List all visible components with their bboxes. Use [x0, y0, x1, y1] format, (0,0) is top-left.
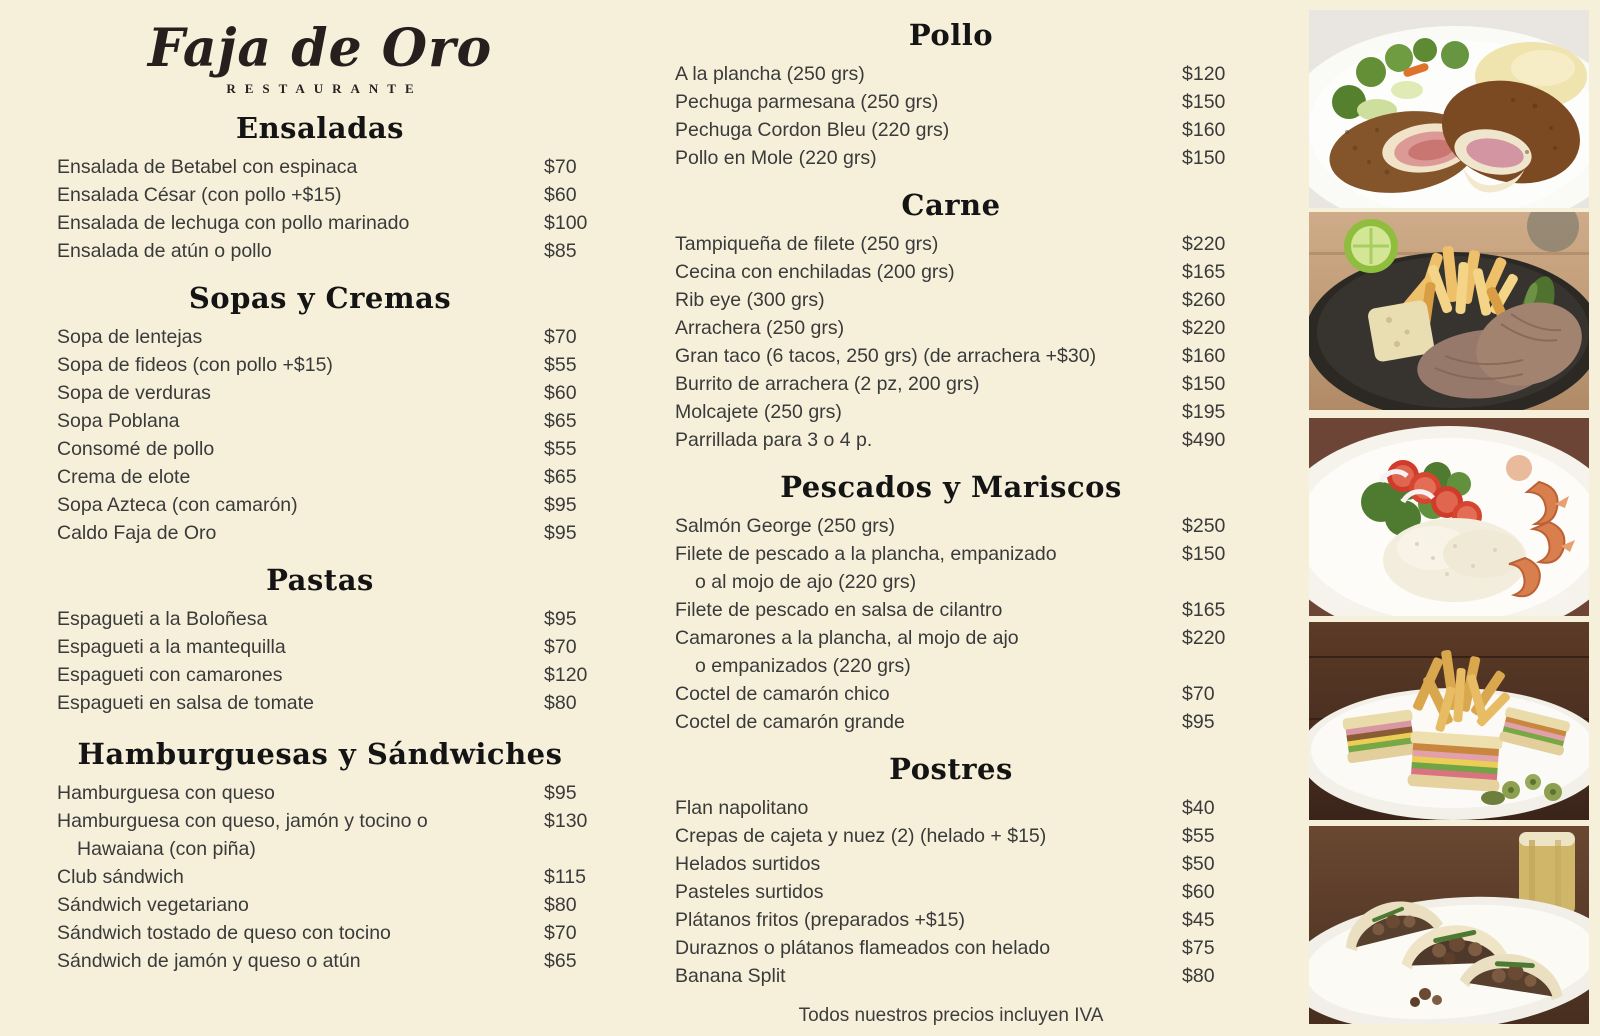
photo-camarones-con-arroz: [1309, 418, 1589, 616]
menu-item-row: [662, 426, 1240, 454]
menu-item-row: [662, 850, 1240, 878]
menu-item-price: $65: [544, 410, 577, 432]
menu-item-price: $150: [1182, 373, 1226, 395]
menu-item-price: $80: [544, 692, 577, 714]
menu-item-row: [40, 807, 600, 835]
menu-item-name-line2: o empanizados (220 grs): [695, 655, 911, 677]
menu-item-price: $95: [544, 522, 577, 544]
menu-item-row: [662, 540, 1240, 568]
menu-item-name-line2: o al mojo de ajo (220 grs): [695, 571, 917, 593]
menu-item-price: $220: [1182, 317, 1226, 339]
menu-item-row: [662, 314, 1240, 342]
menu-item-name: Molcajete (250 grs): [675, 401, 842, 423]
menu-item-name: Caldo Faja de Oro: [57, 522, 217, 544]
restaurant-name: Faja de Oro: [147, 18, 493, 79]
menu-item-name: Camarones a la plancha, al mojo de ajo: [675, 627, 1019, 649]
menu-item-row: [40, 863, 600, 891]
menu-item-row: [662, 144, 1240, 172]
menu-item-name: Sopa Azteca (con camarón): [57, 494, 298, 516]
menu-item-row: [662, 624, 1240, 652]
menu-item-name: Ensalada de lechuga con pollo marinado: [57, 212, 410, 234]
menu-item-price: $55: [544, 438, 577, 460]
menu-item-price: $100: [544, 212, 588, 234]
menu-item-name: Sándwich vegetariano: [57, 894, 249, 916]
menu-item-name: Plátanos fritos (preparados +$15): [675, 909, 965, 931]
menu-item-price: $120: [544, 664, 588, 686]
menu-item-price: $60: [544, 184, 577, 206]
menu-item-row: [40, 181, 600, 209]
menu-item-name: Espagueti a la Boloñesa: [57, 608, 268, 630]
menu-item-row: [40, 689, 600, 717]
menu-item-price: $165: [1182, 599, 1226, 621]
menu-item-price: $160: [1182, 119, 1226, 141]
menu-item-price: $150: [1182, 91, 1226, 113]
menu-item-price: $80: [1182, 965, 1215, 987]
menu-item-price: $75: [1182, 937, 1215, 959]
menu-item-price: $45: [1182, 909, 1215, 931]
section-title-pescados-y-mariscos: Pescados y Mariscos: [780, 470, 1122, 504]
menu-item-name: Ensalada de atún o pollo: [57, 240, 272, 262]
menu-item-price: $60: [544, 382, 577, 404]
menu-item-price: $70: [544, 156, 577, 178]
menu-item-name-line2: Hawaiana (con piña): [77, 838, 256, 860]
menu-item-price: $95: [544, 494, 577, 516]
menu-item-row: [662, 934, 1240, 962]
menu-item-row: [662, 596, 1240, 624]
menu-item-name: Pechuga parmesana (250 grs): [675, 91, 939, 113]
menu-item-name: Salmón George (250 grs): [675, 515, 896, 537]
photo-club-sandwich: [1309, 622, 1589, 820]
photo-arrachera-con-papas: [1309, 212, 1589, 410]
menu-item-price: $40: [1182, 797, 1215, 819]
menu-item-price: $260: [1182, 289, 1226, 311]
menu-item-price: $55: [544, 354, 577, 376]
section-title-carne: Carne: [901, 188, 1001, 222]
menu-item-name: Coctel de camarón grande: [675, 711, 905, 733]
menu-item-price: $95: [544, 608, 577, 630]
menu-item-row: [662, 258, 1240, 286]
menu-item-name: Pechuga Cordon Bleu (220 grs): [675, 119, 950, 141]
tacos-illustration: [1309, 826, 1589, 1024]
menu-item-name: Helados surtidos: [675, 853, 821, 875]
menu-item-row: [40, 779, 600, 807]
menu-item-row: [662, 680, 1240, 708]
menu-item-row-continuation: [662, 652, 1240, 680]
section-title-postres: Postres: [889, 752, 1013, 786]
club-sandwich-illustration: [1309, 622, 1589, 820]
menu-item-row: [662, 230, 1240, 258]
menu-item-name: Espagueti con camarones: [57, 664, 283, 686]
menu-item-name: Sopa de fideos (con pollo +$15): [57, 354, 333, 376]
menu-item-name: Filete de pescado en salsa de cilantro: [675, 599, 1003, 621]
menu-item-row: [662, 822, 1240, 850]
menu-item-name: Cecina con enchiladas (200 grs): [675, 261, 955, 283]
menu-item-name: Sándwich de jamón y queso o atún: [57, 950, 361, 972]
menu-item-name: Banana Split: [675, 965, 786, 987]
menu-item-name: Gran taco (6 tacos, 250 grs) (de arrachera +$30): [675, 345, 1097, 367]
menu-item-price: $65: [544, 950, 577, 972]
menu-item-name: Rib eye (300 grs): [675, 289, 825, 311]
menu-item-price: $95: [1182, 711, 1215, 733]
menu-item-row: [40, 491, 600, 519]
menu-item-name: Crepas de cajeta y nuez (2) (helado + $15): [675, 825, 1047, 847]
menu-item-price: $165: [1182, 261, 1226, 283]
menu-item-price: $85: [544, 240, 577, 262]
menu-item-price: $55: [1182, 825, 1215, 847]
restaurant-subtitle: RESTAURANTE: [226, 81, 423, 96]
section-title-pastas: Pastas: [266, 563, 374, 597]
menu-item-price: $195: [1182, 401, 1226, 423]
iva-note: Todos nuestros precios incluyen IVA: [798, 1005, 1104, 1026]
menu-item-price: $115: [544, 866, 586, 888]
menu-item-price: $60: [1182, 881, 1215, 903]
menu-item-name: Arrachera (250 grs): [675, 317, 845, 339]
menu-item-name: Club sándwich: [57, 866, 184, 888]
menu-item-row: [40, 435, 600, 463]
menu-item-price: $220: [1182, 233, 1226, 255]
menu-item-name: Flan napolitano: [675, 797, 809, 819]
menu-item-name: Pollo en Mole (220 grs): [675, 147, 877, 169]
menu-item-price: $50: [1182, 853, 1215, 875]
restaurant-logo: [40, 18, 600, 97]
menu-item-price: $490: [1182, 429, 1226, 451]
menu-item-row: [662, 794, 1240, 822]
menu-column-middle: [662, 10, 1240, 1030]
menu-item-row: [662, 60, 1240, 88]
menu-item-row: [662, 708, 1240, 736]
menu-item-name: Consomé de pollo: [57, 438, 215, 460]
menu-item-row: [662, 906, 1240, 934]
menu-item-price: $250: [1182, 515, 1226, 537]
menu-item-name: Ensalada César (con pollo +$15): [57, 184, 342, 206]
menu-item-row: [662, 370, 1240, 398]
menu-item-name: Crema de elote: [57, 466, 191, 488]
menu-item-name: Duraznos o plátanos flameados con helado: [675, 937, 1051, 959]
menu-item-row: [40, 661, 600, 689]
menu-item-row: [40, 633, 600, 661]
menu-item-price: $80: [544, 894, 577, 916]
section-title-hamburguesas: Hamburguesas y Sándwiches: [77, 737, 563, 771]
menu-item-name: Tampiqueña de filete (250 grs): [675, 233, 939, 255]
menu-item-row: [662, 878, 1240, 906]
photo-column: [1309, 10, 1589, 1024]
menu-item-row: [40, 605, 600, 633]
menu-item-row-continuation: [662, 568, 1240, 596]
menu-item-name: Hamburguesa con queso, jamón y tocino o: [57, 810, 428, 832]
menu-item-row: [40, 519, 600, 547]
menu-item-price: $70: [544, 326, 577, 348]
menu-item-name: Sopa Poblana: [57, 410, 180, 432]
menu-item-name: Espagueti a la mantequilla: [57, 636, 286, 658]
menu-item-price: $70: [1182, 683, 1215, 705]
menu-item-name: Hamburguesa con queso: [57, 782, 275, 804]
menu-item-name: Pasteles surtidos: [675, 881, 824, 903]
menu-item-price: $70: [544, 922, 577, 944]
shrimp-plate-illustration: [1309, 418, 1589, 616]
menu-item-row: [662, 512, 1240, 540]
menu-item-row: [40, 919, 600, 947]
menu-item-row: [662, 398, 1240, 426]
menu-item-name: Parrillada para 3 o 4 p.: [675, 429, 873, 451]
menu-item-row: [662, 116, 1240, 144]
menu-item-name: Burrito de arrachera (2 pz, 200 grs): [675, 373, 980, 395]
menu-item-row: [40, 407, 600, 435]
menu-item-price: $120: [1182, 63, 1226, 85]
menu-item-row: [40, 463, 600, 491]
menu-item-row: [40, 153, 600, 181]
menu-item-row: [662, 962, 1240, 990]
menu-item-price: $70: [544, 636, 577, 658]
section-title-pollo: Pollo: [908, 18, 994, 52]
menu-item-row-continuation: [40, 835, 600, 863]
menu-item-name: Sándwich tostado de queso con tocino: [57, 922, 391, 944]
photo-tacos-de-arrachera: [1309, 826, 1589, 1024]
menu-item-name: Filete de pescado a la plancha, empanizado: [675, 543, 1057, 565]
cordon-bleu-illustration: [1309, 10, 1589, 208]
menu-item-row: [40, 947, 600, 975]
photo-pechuga-cordon-bleu: [1309, 10, 1589, 208]
section-title-sopas-y-cremas: Sopas y Cremas: [188, 281, 452, 315]
menu-item-name: Ensalada de Betabel con espinaca: [57, 156, 358, 178]
menu-item-row: [40, 323, 600, 351]
menu-item-row: [40, 891, 600, 919]
menu-item-name: A la plancha (250 grs): [675, 63, 865, 85]
menu-item-row: [40, 351, 600, 379]
menu-item-row: [40, 209, 600, 237]
menu-item-price: $150: [1182, 543, 1226, 565]
menu-item-row: [662, 342, 1240, 370]
menu-item-row: [40, 379, 600, 407]
menu-item-price: $150: [1182, 147, 1226, 169]
section-title-ensaladas: Ensaladas: [235, 111, 404, 145]
menu-item-name: Sopa de verduras: [57, 382, 211, 404]
menu-item-name: Sopa de lentejas: [57, 326, 203, 348]
menu-item-row: [662, 286, 1240, 314]
menu-item-row: [662, 88, 1240, 116]
menu-column-left: [40, 12, 600, 975]
menu-item-price: $65: [544, 466, 577, 488]
steak-illustration: [1309, 212, 1589, 410]
menu-item-name: Coctel de camarón chico: [675, 683, 890, 705]
menu-item-price: $220: [1182, 627, 1226, 649]
menu-item-price: $160: [1182, 345, 1226, 367]
menu-item-price: $130: [544, 810, 588, 832]
menu-item-row: [40, 237, 600, 265]
menu-item-price: $95: [544, 782, 577, 804]
menu-item-name: Espagueti en salsa de tomate: [57, 692, 314, 714]
